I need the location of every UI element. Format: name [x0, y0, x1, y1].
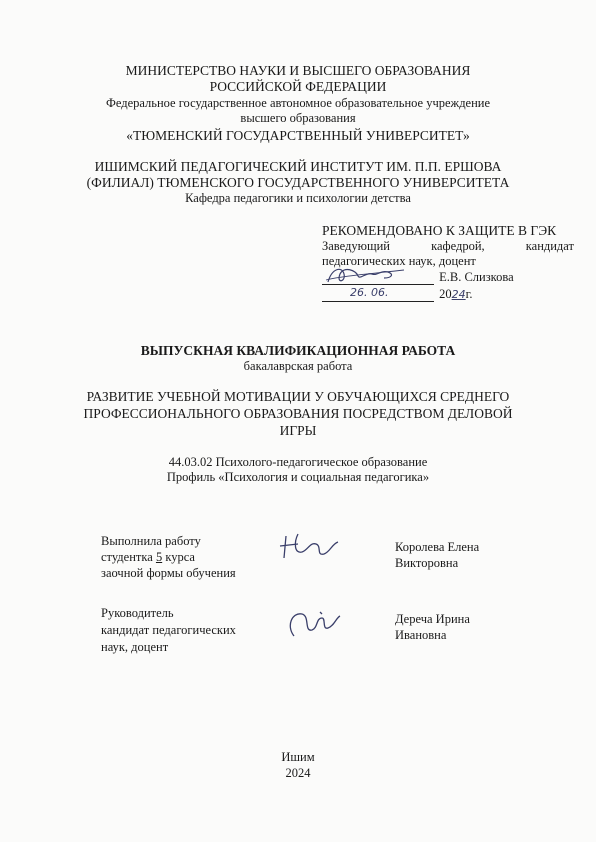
author-course: 5 — [155, 550, 163, 564]
profile-name: Профиль «Психология и социальная педагогика» — [166, 470, 430, 484]
author-name-line-2: Викторовна — [395, 556, 459, 570]
approval-date-field — [322, 287, 434, 302]
supervisor-name-line-1: Дереча Ирина — [395, 612, 470, 626]
approval-role-line-1 — [322, 239, 574, 254]
ministry-line-1: МИНИСТЕРСТВО НАУКИ И ВЫСШЕГО ОБРАЗОВАНИЯ — [125, 63, 471, 78]
ministry-line-2: РОССИЙСКОЙ ФЕДЕРАЦИИ — [209, 79, 387, 94]
author-label-line-2 — [101, 550, 195, 565]
approval-role-line-2: педагогических наук, доцент — [322, 254, 476, 268]
approval-date-handwritten: 26. 06. — [350, 286, 389, 299]
footer-year: 2024 — [285, 766, 311, 780]
approval-role-word-2: кафедрой, — [431, 239, 485, 253]
topic-line-3: ИГРЫ — [279, 423, 317, 438]
work-type: ВЫПУСКНАЯ КВАЛИФИКАЦИОННАЯ РАБОТА — [140, 343, 456, 358]
supervisor-label-line-3: наук, доцент — [101, 640, 169, 654]
work-subtype: бакалаврская работа — [243, 359, 353, 373]
author-label-line-3: заочной формы обучения — [101, 566, 236, 580]
specialty-code: 44.03.02 Психолого-педагогическое образование — [168, 455, 428, 469]
institution-type-line-1: Федеральное государственное автономное образовательное учреждение — [105, 96, 491, 110]
supervisor-signature-icon — [282, 604, 352, 644]
institution-type-line-2: высшего образования — [240, 111, 356, 125]
approval-year-prefix: 20 — [439, 287, 452, 301]
topic-line-1: РАЗВИТИЕ УЧЕБНОЙ МОТИВАЦИИ У ОБУЧАЮЩИХСЯ СРЕДНЕГО — [86, 389, 510, 404]
approval-head-name: Е.В. Слизкова — [439, 270, 514, 284]
author-label-suffix: курса — [165, 550, 195, 564]
author-label-line-1: Выполнила работу — [101, 534, 201, 548]
approval-date-line — [322, 287, 472, 302]
department-name: Кафедра педагогики и психологии детства — [185, 191, 411, 205]
university-name: «ТЮМЕНСКИЙ ГОСУДАРСТВЕННЫЙ УНИВЕРСИТЕТ» — [126, 128, 470, 143]
topic-line-2: ПРОФЕССИОНАЛЬНОГО ОБРАЗОВАНИЯ ПОСРЕДСТВОМ ДЕЛОВОЙ — [83, 406, 513, 421]
approval-role-word-3: кандидат — [525, 239, 574, 253]
approval-title: РЕКОМЕНДОВАНО К ЗАЩИТЕ В ГЭК — [322, 223, 557, 238]
author-signature-icon — [276, 528, 346, 566]
footer-city: Ишим — [281, 750, 315, 764]
institute-line-1: ИШИМСКИЙ ПЕДАГОГИЧЕСКИЙ ИНСТИТУТ ИМ. П.П. ЕРШОВА — [94, 159, 502, 174]
supervisor-label-line-2: кандидат педагогических — [101, 623, 236, 637]
author-label-prefix: студентка — [101, 550, 153, 564]
approval-year-handwritten: 24 — [451, 288, 466, 301]
approval-year-suffix: г. — [465, 287, 473, 301]
institute-line-2: (ФИЛИАЛ) ТЮМЕНСКОГО ГОСУДАРСТВЕННОГО УНИВЕРСИТЕТА — [86, 175, 510, 190]
supervisor-label-line-1: Руководитель — [101, 606, 174, 620]
supervisor-name-line-2: Ивановна — [395, 628, 447, 642]
approval-role-word-1: Заведующий — [322, 239, 390, 253]
author-name-line-1: Королева Елена — [395, 540, 480, 554]
